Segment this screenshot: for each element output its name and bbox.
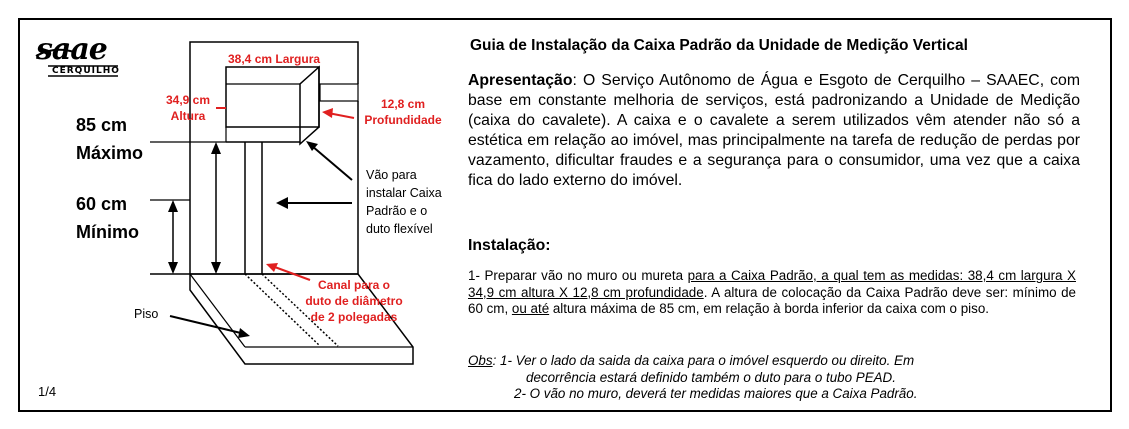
step1-text-a: 1- Preparar vão no muro ou mureta [468, 268, 688, 283]
observations [468, 353, 1080, 403]
install-step-1 [468, 268, 1076, 318]
max-height-label: 85 cm Máximo [76, 115, 144, 163]
step1-text-c: altura máxima de 85 cm, em relação à borda inferior da caixa com o piso. [549, 301, 990, 316]
saae-logo: saae [36, 32, 107, 67]
obs-2: 2- O vão no muro, deverá ter medidas maiores que a Caixa Padrão. [514, 386, 918, 401]
intro-text: : O Serviço Autônomo de Água e Esgoto de Cerquilho – SAAEC, com base em constante melhoria de serviços, está padronizando a Unidade de Medição (caixa do cavalete). A caixa e o cavalete a serem utilizados vêm atender não só a estética em relação ao imóvel, mas principalmente na tarefa de redução de perdas por vazamento, dificultar fraudes e a segurança para o consumidor, uma vez que a caixa fica do lado externo do imóvel. [468, 72, 1080, 189]
intro-paragraph [468, 71, 1080, 191]
intro-label: Apresentação [468, 72, 573, 89]
step1-or-until: ou até [511, 301, 550, 316]
step1-text-b: . A altura de colocação da Caixa Padrão deve ser: mínimo de 60 cm, [468, 284, 1076, 316]
width-label: 38,4 cm Largura [228, 52, 321, 66]
obs-1: : 1- Ver o lado da saida da caixa para o imóvel esquerdo ou direito. Em [492, 353, 915, 368]
page-number: 1/4 [38, 384, 57, 399]
height-label: 34,9 cm Altura [165, 93, 211, 123]
floor-label: Piso [134, 307, 159, 321]
step1-dimensions: para a Caixa Padrão, a qual tem as medidas: 38,4 cm largura X 34,9 cm altura X 12,8 cm profundidade [468, 268, 1076, 300]
install-heading: Instalação: [468, 237, 551, 254]
document-title: Guia de Instalação da Caixa Padrão da Unidade de Medição Vertical [470, 37, 968, 54]
obs-label: Obs [468, 353, 493, 368]
channel-label: Canal para o duto de diâmetro de 2 polegadas [305, 278, 403, 324]
depth-label: 12,8 cm Profundidade [364, 97, 442, 127]
obs-1-continued: decorrência estará definido também o duto para o tubo PEAD. [526, 369, 896, 385]
min-height-label: 60 cm Mínimo [76, 194, 139, 242]
opening-label: Vão para instalar Caixa Padrão e o duto flexível [366, 168, 442, 236]
logo-subtitle: CERQUILHO [52, 66, 120, 76]
